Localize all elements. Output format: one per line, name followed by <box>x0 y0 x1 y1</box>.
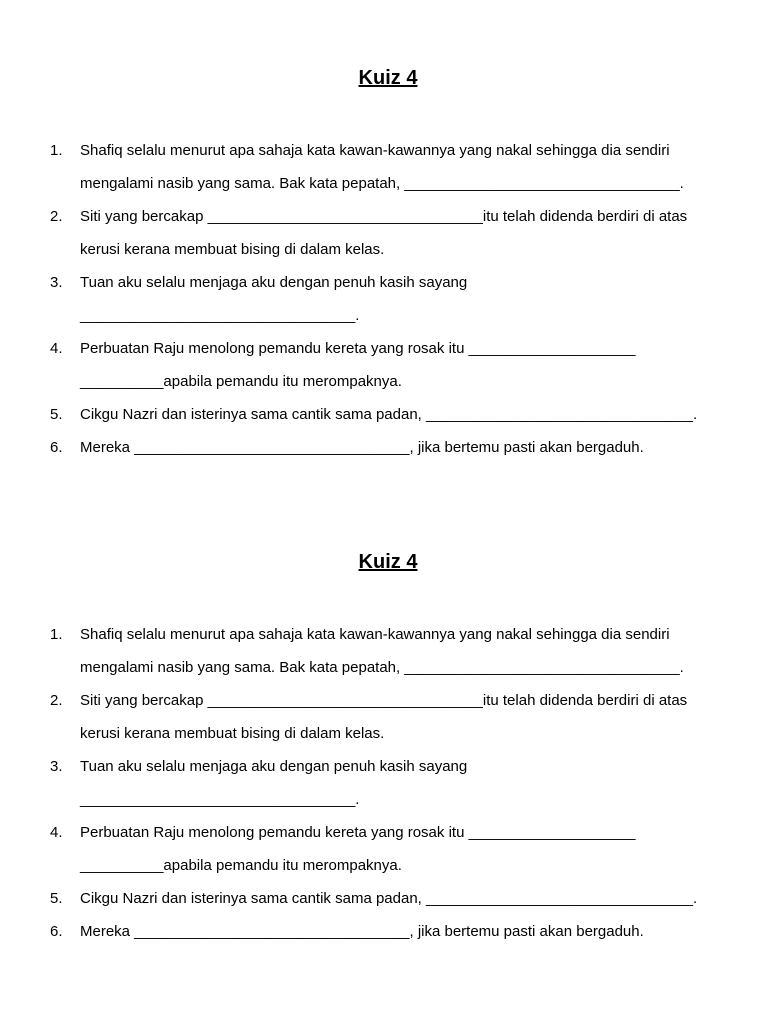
question-text-line: Cikgu Nazri dan isterinya sama cantik sama padan, ________________________________. <box>80 406 698 423</box>
question-text-line: Siti yang bercakap _________________________________itu telah didenda berdiri di atas <box>80 692 688 709</box>
question-text-line: Perbuatan Raju menolong pemandu kereta yang rosak itu ____________________ <box>80 340 636 357</box>
question-number: 1. <box>50 142 63 159</box>
quiz-section-2 <box>0 548 768 940</box>
question-text-line: mengalami nasib yang sama. Bak kata pepatah, _________________________________. <box>80 659 684 676</box>
question-text-line: Tuan aku selalu menjaga aku dengan penuh kasih sayang <box>80 758 468 775</box>
question-item-1 <box>0 134 768 200</box>
question-item-5 <box>0 882 768 915</box>
question-text-line: Perbuatan Raju menolong pemandu kereta yang rosak itu ____________________ <box>80 824 636 841</box>
question-item-3 <box>0 266 768 332</box>
question-text-line: Mereka _________________________________, jika bertemu pasti akan bergaduh. <box>80 923 644 940</box>
question-text-line: kerusi kerana membuat bising di dalam kelas. <box>80 241 385 258</box>
question-text-line: __________apabila pemandu itu merompaknya. <box>80 373 402 390</box>
question-text-line: mengalami nasib yang sama. Bak kata pepatah, _________________________________. <box>80 175 684 192</box>
question-text-line: Shafiq selalu menurut apa sahaja kata kawan-kawannya yang nakal sehingga dia sendiri <box>80 626 670 643</box>
question-number: 6. <box>50 923 63 940</box>
question-item-3 <box>0 750 768 816</box>
question-item-4 <box>0 332 768 398</box>
question-number: 2. <box>50 208 63 225</box>
quiz-title: Kuiz 4 <box>358 67 418 89</box>
quiz-section-1 <box>0 64 768 456</box>
question-number: 1. <box>50 626 63 643</box>
question-text-line: Cikgu Nazri dan isterinya sama cantik sama padan, ________________________________. <box>80 890 698 907</box>
question-text-line: __________apabila pemandu itu merompaknya. <box>80 857 402 874</box>
question-list <box>0 618 768 948</box>
question-number: 2. <box>50 692 63 709</box>
question-item-2 <box>0 200 768 266</box>
question-item-5 <box>0 398 768 431</box>
question-text-line: kerusi kerana membuat bising di dalam kelas. <box>80 725 385 742</box>
question-text-line: Tuan aku selalu menjaga aku dengan penuh kasih sayang <box>80 274 468 291</box>
quiz-title: Kuiz 4 <box>358 551 418 573</box>
question-text-line: Siti yang bercakap _________________________________itu telah didenda berdiri di atas <box>80 208 688 225</box>
question-number: 4. <box>50 824 63 841</box>
question-number: 3. <box>50 758 63 775</box>
question-number: 5. <box>50 406 63 423</box>
question-text-line: Mereka _________________________________, jika bertemu pasti akan bergaduh. <box>80 439 644 456</box>
question-text-line: Shafiq selalu menurut apa sahaja kata kawan-kawannya yang nakal sehingga dia sendiri <box>80 142 670 159</box>
question-item-1 <box>0 618 768 684</box>
question-item-4 <box>0 816 768 882</box>
question-text-line: _________________________________. <box>80 791 360 808</box>
question-list <box>0 134 768 464</box>
question-number: 6. <box>50 439 63 456</box>
question-item-6 <box>0 431 768 464</box>
question-number: 5. <box>50 890 63 907</box>
question-item-6 <box>0 915 768 948</box>
question-text-line: _________________________________. <box>80 307 360 324</box>
question-item-2 <box>0 684 768 750</box>
question-number: 4. <box>50 340 63 357</box>
question-number: 3. <box>50 274 63 291</box>
